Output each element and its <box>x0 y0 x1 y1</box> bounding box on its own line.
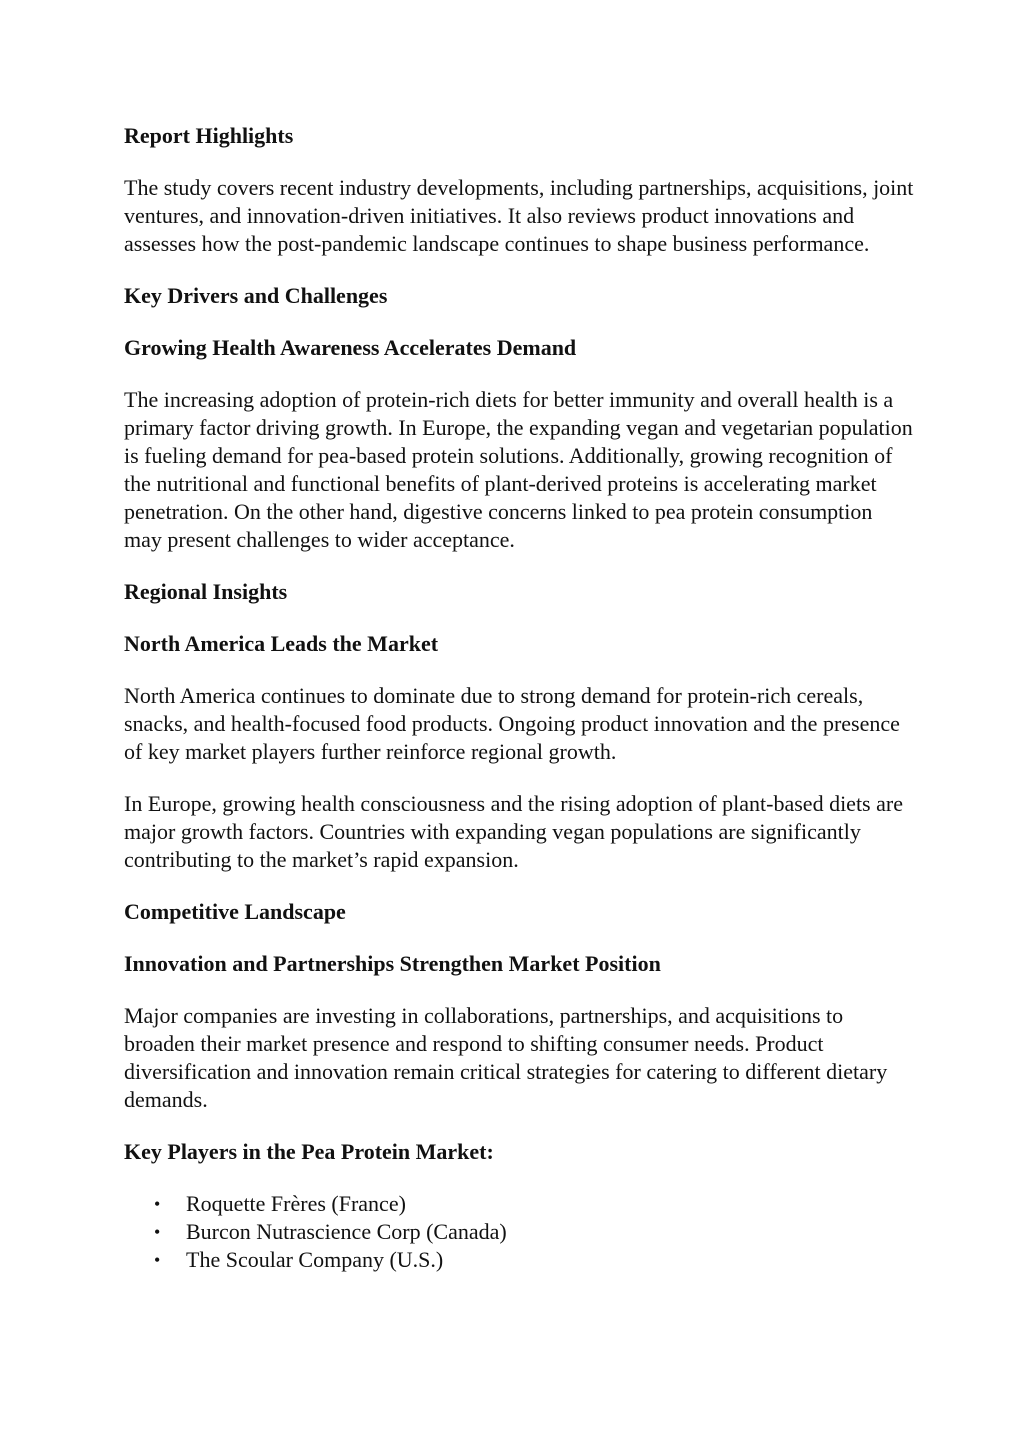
europe-paragraph: In Europe, growing health consciousness and the rising adoption of plant-based diets are major growth factors. Countries with expanding vegan populations are significantly contributing to the market’s rapid expansion. <box>124 791 903 872</box>
key-players-heading: Key Players in the Pea Protein Market: <box>124 1139 494 1164</box>
section-heading-key-drivers: Key Drivers and Challenges <box>124 283 388 308</box>
key-drivers-paragraph: The increasing adoption of protein-rich diets for better immunity and overall health is a primary factor driving growth. In Europe, the expanding vegan and vegetarian population is fueling demand for pea-based protein solutions. Additionally, growing recognition of the nutritional and functional benefits of plant-derived proteins is accelerating market penetration. On the other hand, digestive concerns linked to pea protein consumption may present challenges to wider acceptance. <box>124 387 913 552</box>
section-heading-competitive-landscape: Competitive Landscape <box>124 899 346 924</box>
list-item <box>124 1246 914 1274</box>
subheading-innovation-partnerships: Innovation and Partnerships Strengthen Market Position <box>124 951 661 976</box>
bullet-icon: • <box>154 1222 161 1242</box>
list-item <box>124 1218 914 1246</box>
list-item <box>124 1190 914 1218</box>
report-highlights-paragraph: The study covers recent industry developments, including partnerships, acquisitions, joint ventures, and innovation-driven initiatives. It also reviews product innovations and assesses how the post-pandemic landscape continues to shape business performance. <box>124 175 914 256</box>
list-item-text: Burcon Nutrascience Corp (Canada) <box>186 1219 507 1244</box>
subheading-north-america: North America Leads the Market <box>124 631 439 656</box>
north-america-paragraph: North America continues to dominate due to strong demand for protein-rich cereals, snacks, and health-focused food products. Ongoing product innovation and the presence of key market players further reinforce regional growth. <box>124 683 900 764</box>
document-page <box>124 122 914 1274</box>
list-item-text: Roquette Frères (France) <box>186 1191 406 1216</box>
bullet-icon: • <box>154 1194 161 1214</box>
list-item-text: The Scoular Company (U.S.) <box>186 1247 444 1272</box>
key-players-list <box>124 1190 914 1274</box>
section-heading-regional-insights: Regional Insights <box>124 579 288 604</box>
bullet-icon: • <box>154 1250 161 1270</box>
subheading-health-awareness: Growing Health Awareness Accelerates Demand <box>124 335 577 360</box>
section-heading-report-highlights: Report Highlights <box>124 123 294 148</box>
competitive-landscape-paragraph: Major companies are investing in collaborations, partnerships, and acquisitions to broaden their market presence and respond to shifting consumer needs. Product diversification and innovation remain critical strategies for catering to different dietary demands. <box>124 1003 888 1112</box>
